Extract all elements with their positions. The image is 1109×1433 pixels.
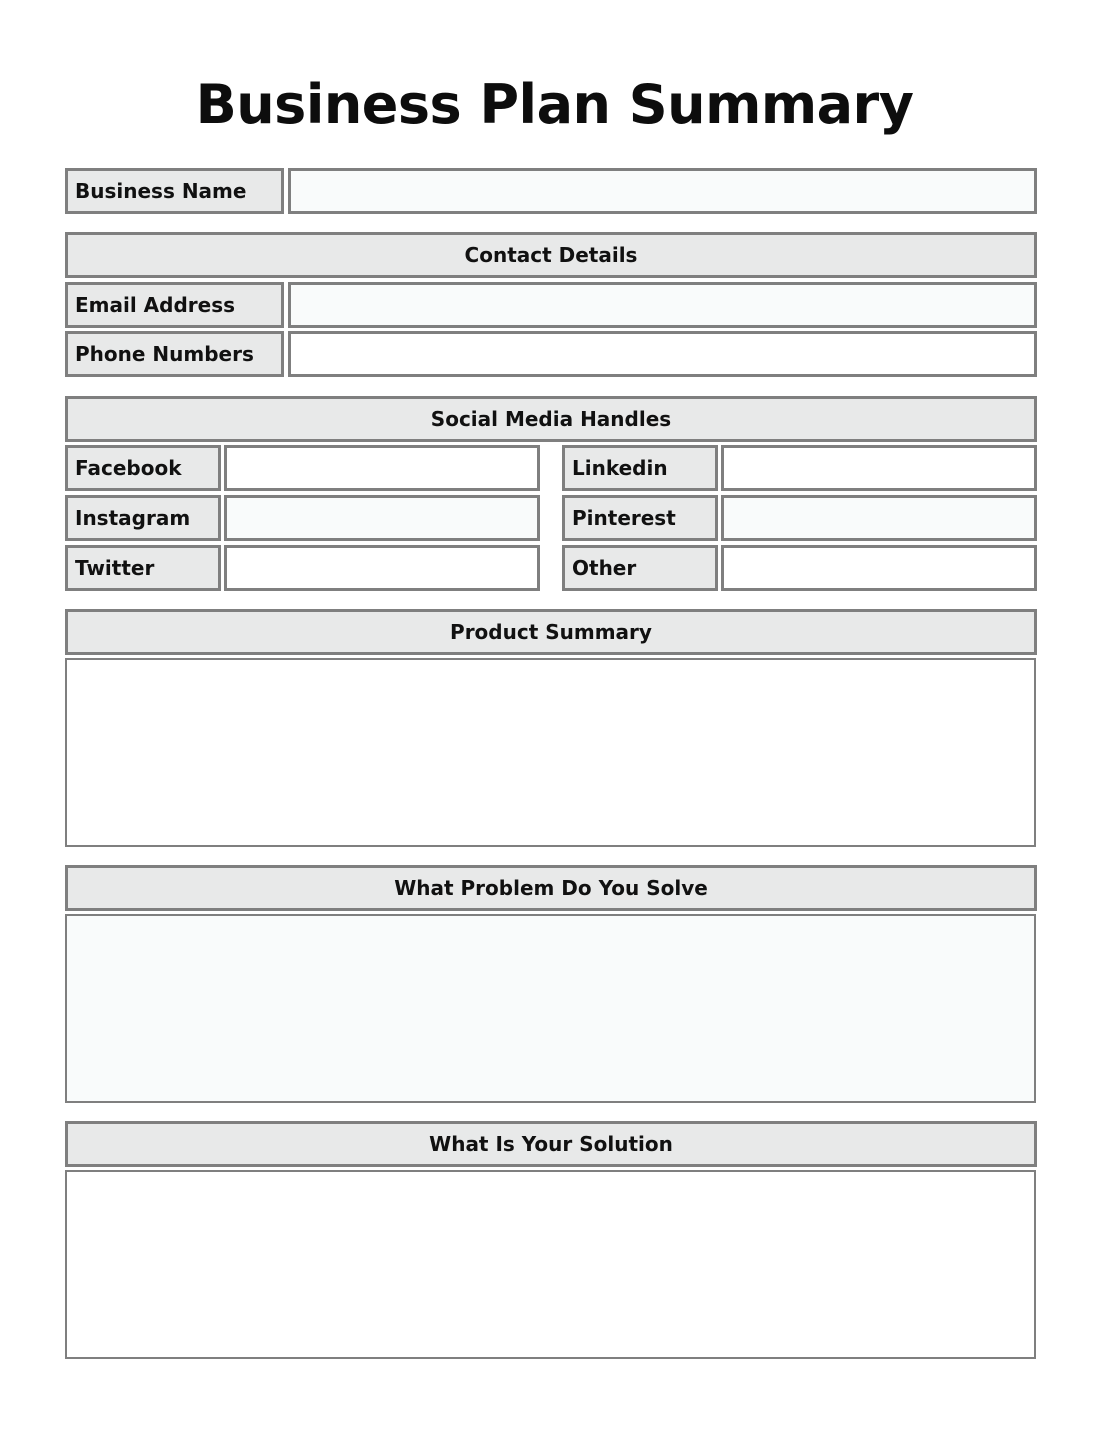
facebook-field[interactable] bbox=[224, 445, 540, 491]
email-address-label: Email Address bbox=[65, 282, 284, 328]
pinterest-label: Pinterest bbox=[562, 495, 718, 541]
facebook-label: Facebook bbox=[65, 445, 221, 491]
problem-header: What Problem Do You Solve bbox=[65, 865, 1037, 911]
instagram-label: Instagram bbox=[65, 495, 221, 541]
business-name-label: Business Name bbox=[65, 168, 284, 214]
problem-field[interactable] bbox=[65, 914, 1036, 1103]
business-name-field[interactable] bbox=[288, 168, 1037, 214]
instagram-field[interactable] bbox=[224, 495, 540, 541]
social-media-header: Social Media Handles bbox=[65, 396, 1037, 442]
phone-numbers-field[interactable] bbox=[288, 331, 1037, 377]
twitter-field[interactable] bbox=[224, 545, 540, 591]
product-summary-field[interactable] bbox=[65, 658, 1036, 847]
contact-details-header: Contact Details bbox=[65, 232, 1037, 278]
email-address-field[interactable] bbox=[288, 282, 1037, 328]
twitter-label: Twitter bbox=[65, 545, 221, 591]
solution-field[interactable] bbox=[65, 1170, 1036, 1359]
page-title: Business Plan Summary bbox=[195, 73, 914, 136]
linkedin-field[interactable] bbox=[721, 445, 1037, 491]
solution-header: What Is Your Solution bbox=[65, 1121, 1037, 1167]
pinterest-field[interactable] bbox=[721, 495, 1037, 541]
phone-numbers-label: Phone Numbers bbox=[65, 331, 284, 377]
product-summary-header: Product Summary bbox=[65, 609, 1037, 655]
other-field[interactable] bbox=[721, 545, 1037, 591]
other-label: Other bbox=[562, 545, 718, 591]
linkedin-label: Linkedin bbox=[562, 445, 718, 491]
